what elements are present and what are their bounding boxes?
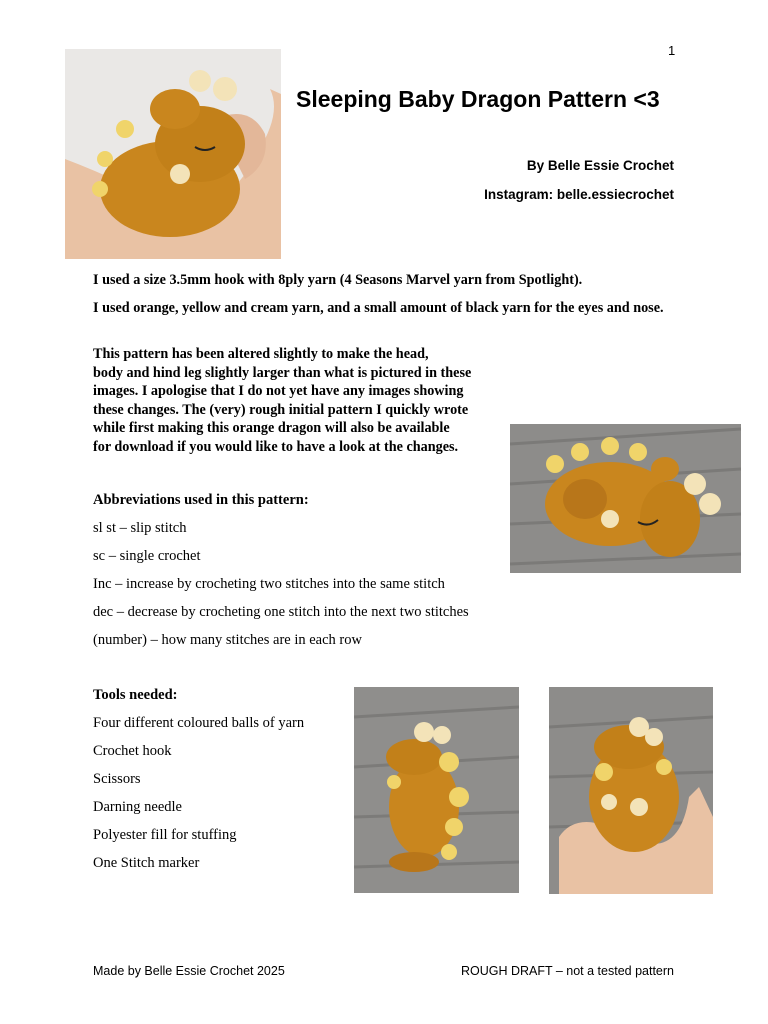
- tool-item: Four different coloured balls of yarn: [93, 715, 305, 731]
- alterations-line: these changes. The (very) rough initial pattern I quickly wrote: [93, 401, 469, 418]
- alterations-line: body and hind leg slightly larger than what is pictured in these: [93, 364, 472, 381]
- abbreviation-item: dec – decrease by crocheting one stitch into the next two stitches: [93, 604, 469, 620]
- intro-hook-yarn: I used a size 3.5mm hook with 8ply yarn (4 Seasons Marvel yarn from Spotlight).: [93, 272, 583, 288]
- alterations-line: for download if you would like to have a look at the changes.: [93, 438, 459, 455]
- photo-dragon-in-hand: [65, 49, 281, 259]
- photo-dragon-back: [549, 687, 713, 894]
- abbreviation-item: Inc – increase by crocheting two stitches into the same stitch: [93, 576, 445, 592]
- tools-heading: Tools needed:: [93, 687, 178, 703]
- alterations-line: This pattern has been altered slightly to make the head,: [93, 346, 429, 362]
- abbreviation-item: sc – single crochet: [93, 548, 201, 564]
- alterations-line: while first making this orange dragon will also be available: [93, 420, 450, 436]
- intro-alterations: [93, 345, 523, 456]
- instagram-handle: Instagram: belle.essiecrochet: [484, 187, 674, 202]
- author-byline: By Belle Essie Crochet: [526, 158, 674, 173]
- alterations-line: images. I apologise that I do not yet have any images showing: [93, 383, 464, 399]
- tool-item: One Stitch marker: [93, 855, 200, 871]
- footer-draft-notice: ROUGH DRAFT – not a tested pattern: [460, 964, 674, 978]
- abbreviation-item: (number) – how many stitches are in each row: [93, 632, 362, 648]
- abbreviations-heading: Abbreviations used in this pattern:: [93, 492, 309, 508]
- tool-item: Scissors: [93, 771, 141, 787]
- page-number: 1: [668, 43, 676, 58]
- tool-item: Crochet hook: [93, 743, 172, 759]
- page-title: Sleeping Baby Dragon Pattern <3: [296, 86, 660, 112]
- photo-dragon-curled: [510, 424, 741, 573]
- footer-credit: Made by Belle Essie Crochet 2025: [93, 964, 285, 978]
- intro-colours: I used orange, yellow and cream yarn, and a small amount of black yarn for the eyes and nose.: [93, 300, 664, 316]
- tool-item: Polyester fill for stuffing: [93, 827, 237, 843]
- abbreviation-item: sl st – slip stitch: [93, 520, 187, 536]
- tool-item: Darning needle: [93, 799, 182, 815]
- photo-dragon-side: [354, 687, 519, 893]
